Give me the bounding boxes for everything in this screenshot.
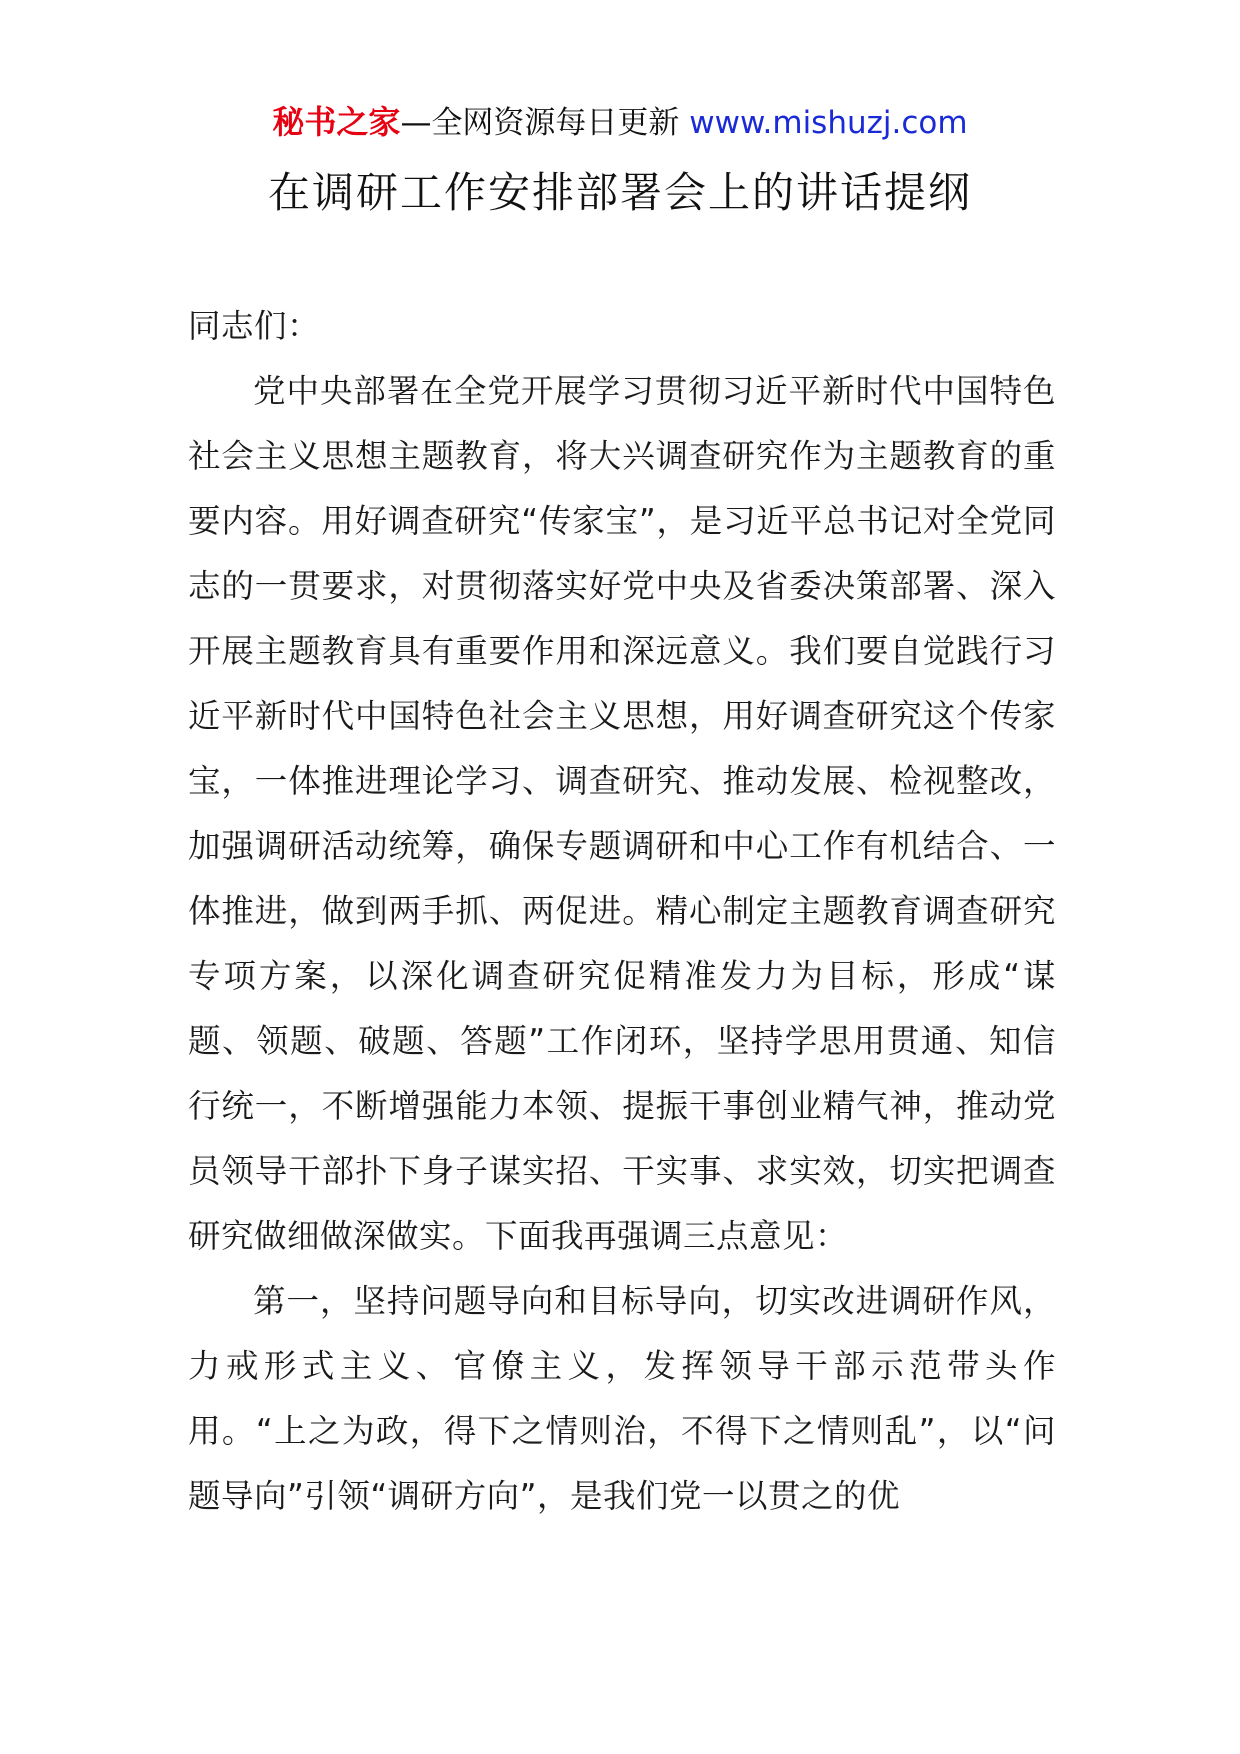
brand-name: 秘书之家: [272, 103, 401, 141]
salutation: 同志们：: [188, 307, 321, 345]
paragraph-intro: 党中央部署在全党开展学习贯彻习近平新时代中国特色社会主义思想主题教育，将大兴调查研究作为主题教育的重要内容。用好调查研究“传家宝”，是习近平总书记对全党同志的一贯要求，对贯彻落实好党中央及省委决策部署、深入开展主题教育具有重要作用和深远意义。我们要自觉践行习近平新时代中国特色社会主义思想，用好调查研究这个传家宝，一体推进理论学习、调查研究、推动发展、检视整改，加强调研活动统筹，确保专题调研和中心工作有机结合、一体推进，做到两手抓、两促进。精心制定主题教育调查研究专项方案，以深化调查研究促精准发力为目标，形成“谋题、领题、破题、答题”工作闭环，坚持学思用贯通、知信行统一，不断增强能力本领、提振干事创业精气神，推动党员领导干部扑下身子谋实招、干实事、求实效，切实把调查研究做细做深做实。下面我再强调三点意见：: [188, 372, 1056, 1255]
site-url-link[interactable]: www.mishuzj.com: [689, 105, 968, 141]
paragraph-point-one: 第一，坚持问题导向和目标导向，切实改进调研作风，力戒形式主义、官僚主义，发挥领导干部示范带头作用。“上之为政，得下之情则治，不得下之情则乱”，以“问题导向”引领“调研方向”，是我们党一以贯之的优: [188, 1282, 1056, 1515]
document-body: [188, 294, 1056, 1529]
document-title: 在调研工作安排部署会上的讲话提纲: [267, 168, 972, 217]
header-slogan: —全网资源每日更新: [400, 105, 680, 141]
site-header: [0, 100, 1240, 145]
